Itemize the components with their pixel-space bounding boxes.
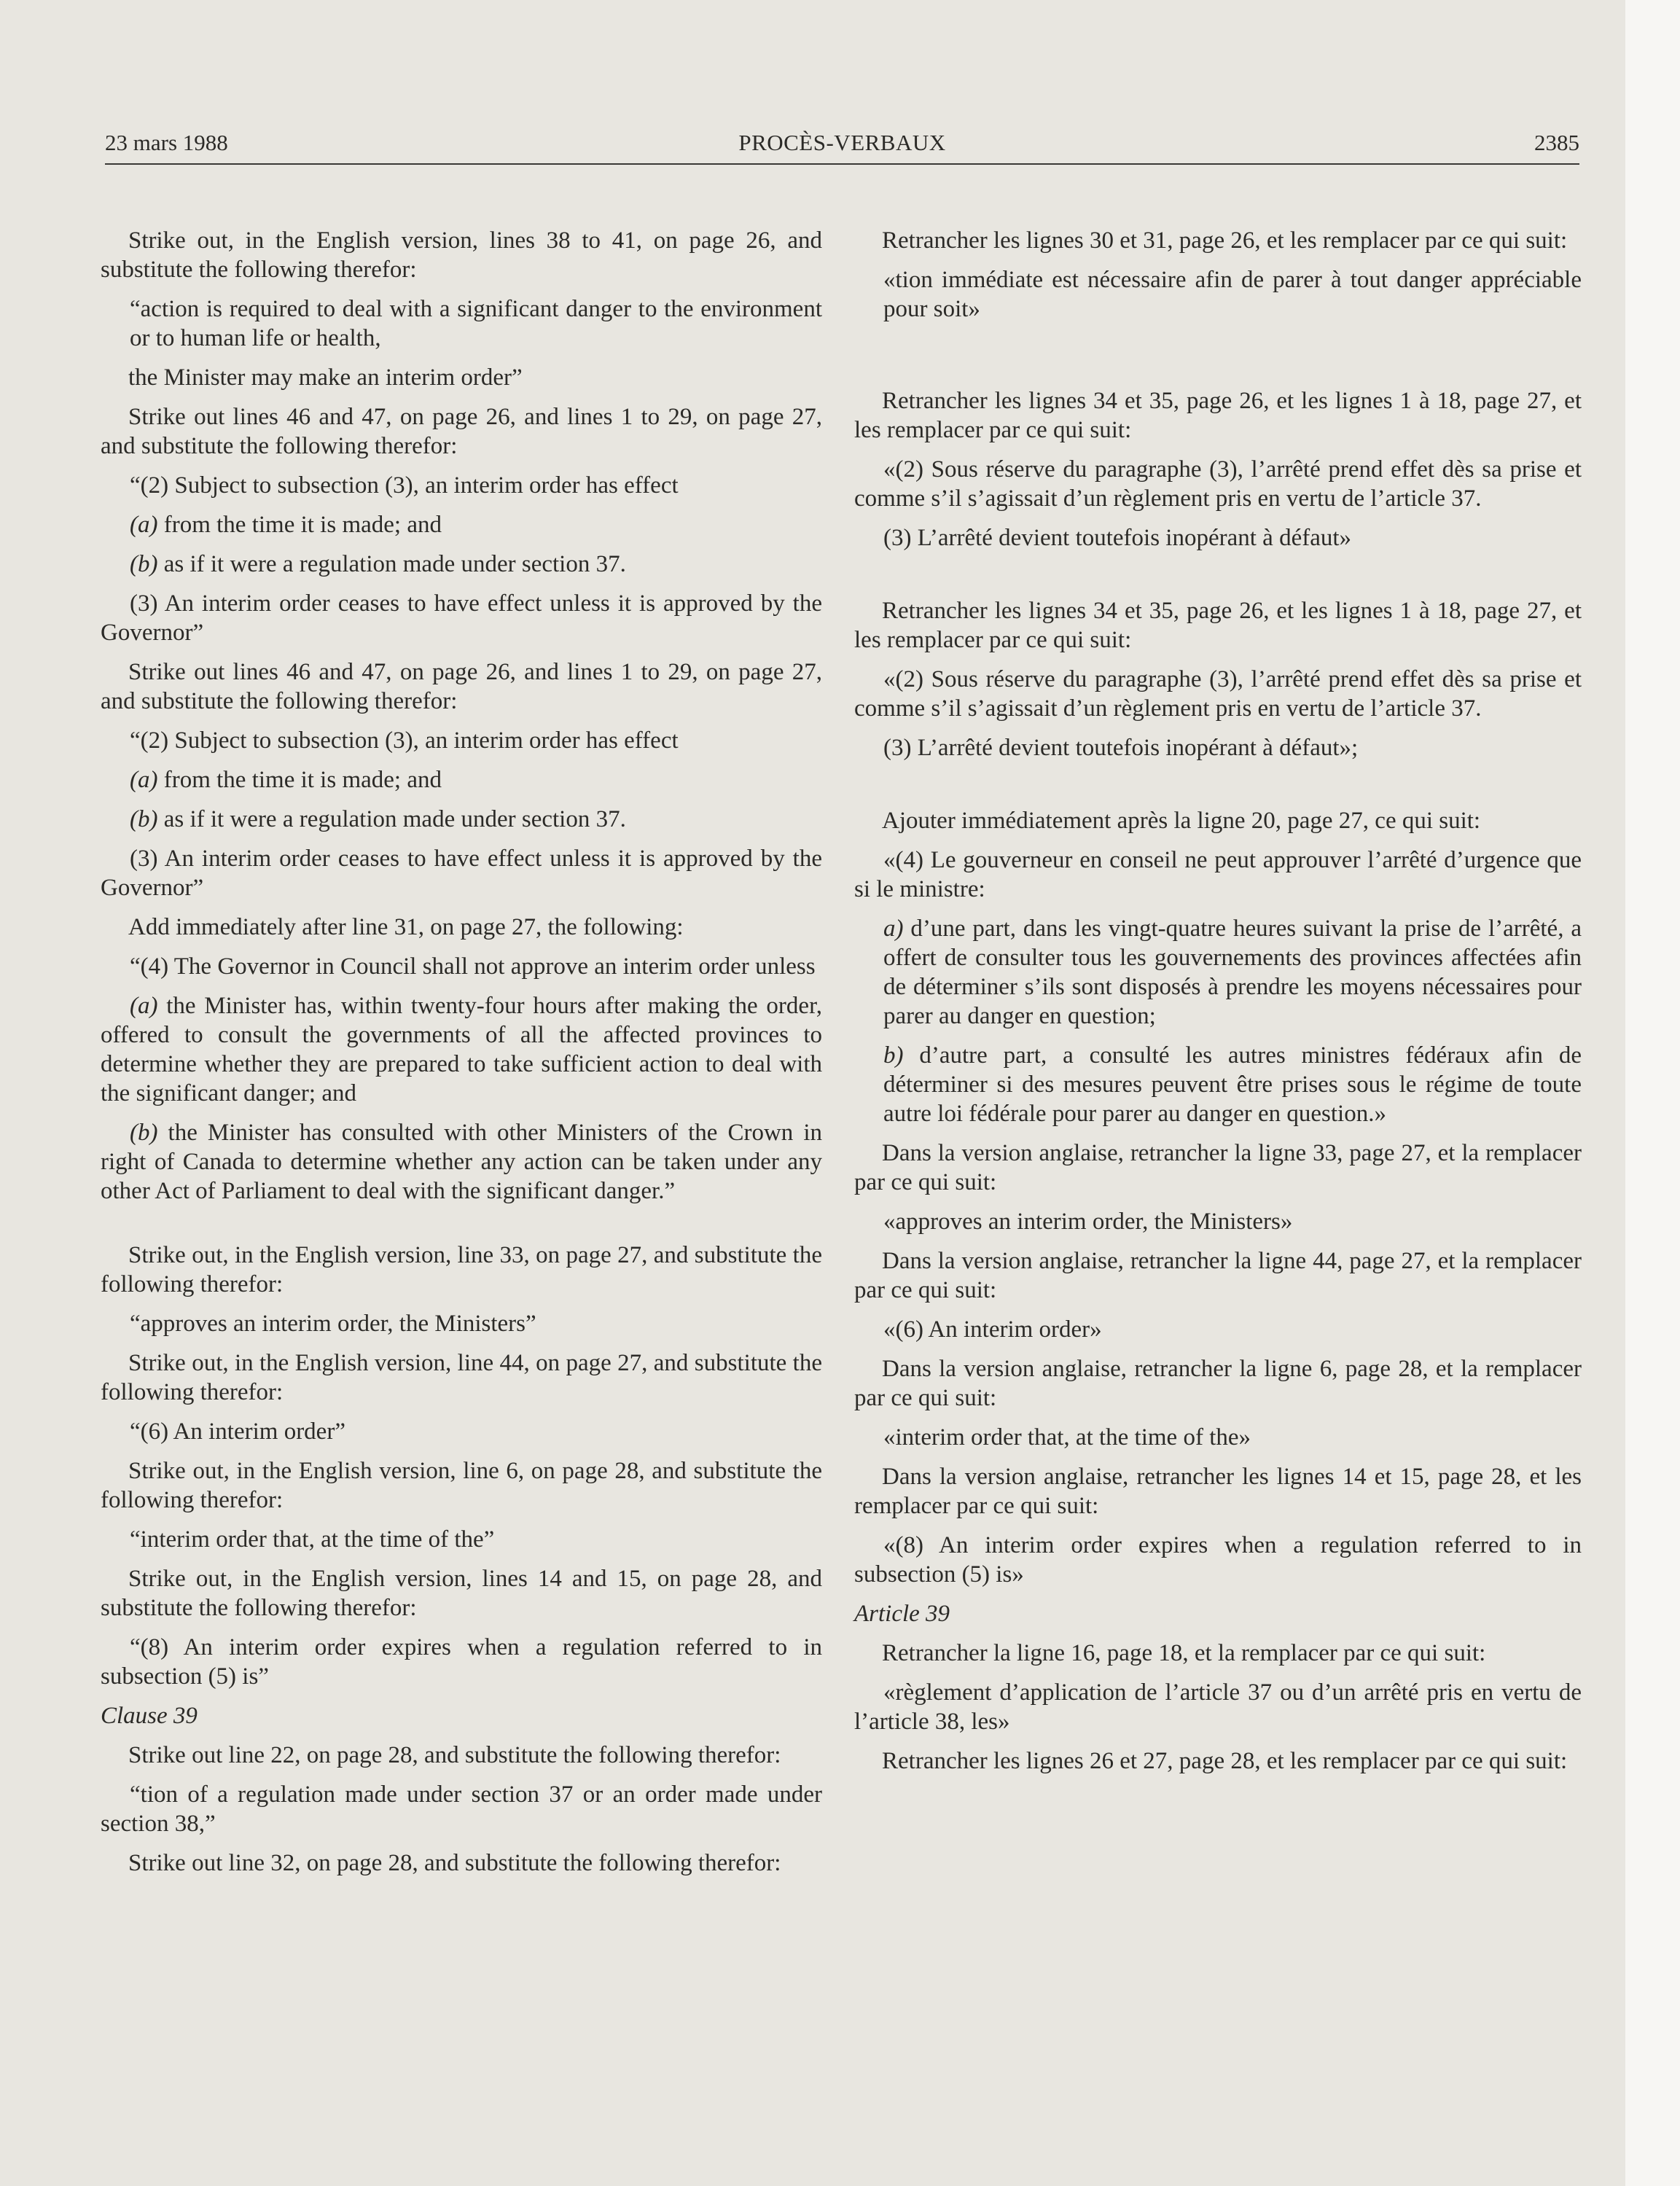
item-marker: (a) bbox=[130, 993, 158, 1019]
quoted-text: “(4) The Governor in Council shall not approve an interim order unless bbox=[130, 953, 816, 980]
quoted-text: «(2) Sous réserve du paragraphe (3), l’arrêté prend effet dès sa prise et comme s’il s’agissait d’un règlement pris en vertu de l’article 37. bbox=[854, 456, 1582, 512]
quoted-text: «tion immédiate est nécessaire afin de parer à tout danger appréciable pour soit» bbox=[883, 267, 1582, 322]
paragraph: Strike out line 32, on page 28, and substitute the following therefor: bbox=[128, 1850, 781, 1876]
list-item bbox=[101, 991, 822, 1108]
item-text: d’une part, dans les vingt-quatre heures suivant la prise de l’arrêté, a offert de consulter tous les gouvernements des provinces affectées afin de déterminer s’ils sont disposés à prendre les moyens nécessaires pour parer au danger en question; bbox=[883, 916, 1582, 1029]
paragraph: Strike out line 22, on page 28, and substitute the following therefor: bbox=[128, 1742, 781, 1768]
french-column bbox=[854, 226, 1582, 1786]
paragraph: Strike out, in the English version, lines 38 to 41, on page 26, and substitute the following therefor: bbox=[101, 227, 822, 283]
paragraph: Retrancher les lignes 34 et 35, page 26, et les lignes 1 à 18, page 27, et les remplacer par ce qui suit: bbox=[854, 388, 1582, 443]
spacer bbox=[854, 334, 1582, 386]
paragraph: Dans la version anglaise, retrancher la ligne 33, page 27, et la remplacer par ce qui suit: bbox=[854, 1140, 1582, 1195]
quoted-text: (3) An interim order ceases to have effect unless it is approved by the Governor” bbox=[101, 846, 822, 901]
item-text: d’autre part, a consulté les autres ministres fédéraux afin de déterminer si des mesures peuvent être prises sous le régime de toute autre loi fédérale pour parer au danger en question.» bbox=[883, 1042, 1582, 1127]
quoted-text: «(6) An interim order» bbox=[883, 1316, 1102, 1343]
paragraph: Dans la version anglaise, retrancher la ligne 44, page 27, et la remplacer par ce qui suit: bbox=[854, 1248, 1582, 1303]
quoted-text: «(8) An interim order expires when a regulation referred to in subsection (5) is» bbox=[854, 1532, 1582, 1588]
quoted-text: «approves an interim order, the Ministers» bbox=[883, 1209, 1293, 1235]
quoted-text: “action is required to deal with a significant danger to the environment or to human life or health, bbox=[130, 296, 822, 351]
paragraph: Strike out, in the English version, line 6, on page 28, and substitute the following therefor: bbox=[101, 1458, 822, 1513]
item-marker: b) bbox=[883, 1042, 904, 1069]
header-title: PROCÈS-VERBAUX bbox=[738, 130, 946, 155]
item-marker: (a) bbox=[130, 512, 158, 538]
list-item bbox=[101, 510, 822, 539]
page-number: 2385 bbox=[1534, 130, 1579, 155]
header-rule bbox=[105, 163, 1579, 165]
item-text: from the time it is made; and bbox=[157, 767, 442, 793]
quoted-text: “(2) Subject to subsection (3), an interim order has effect bbox=[130, 727, 679, 754]
paragraph: Strike out lines 46 and 47, on page 26, and lines 1 to 29, on page 27, and substitute the following therefor: bbox=[101, 404, 822, 459]
list-item bbox=[101, 1118, 822, 1206]
quoted-text: «(4) Le gouverneur en conseil ne peut approuver l’arrêté d’urgence que si le ministre: bbox=[854, 847, 1582, 902]
item-text: the Minister has consulted with other Ministers of the Crown in right of Canada to determine whether any action can be taken under any other Act of Parliament to deal with the significant danger.” bbox=[101, 1120, 822, 1204]
quoted-text: “(6) An interim order” bbox=[130, 1418, 345, 1445]
item-text: from the time it is made; and bbox=[157, 512, 442, 538]
list-item bbox=[101, 805, 822, 834]
paragraph: Retrancher les lignes 26 et 27, page 28, et les remplacer par ce qui suit: bbox=[882, 1748, 1568, 1774]
paragraph: Ajouter immédiatement après la ligne 20, page 27, ce qui suit: bbox=[882, 808, 1481, 834]
paragraph: Retrancher la ligne 16, page 18, et la remplacer par ce qui suit: bbox=[882, 1640, 1486, 1666]
english-column bbox=[101, 226, 822, 1888]
spacer bbox=[854, 563, 1582, 596]
quoted-text: “(8) An interim order expires when a regulation referred to in subsection (5) is” bbox=[101, 1634, 822, 1690]
item-marker: (b) bbox=[130, 806, 158, 832]
quoted-text: «interim order that, at the time of the» bbox=[883, 1424, 1251, 1451]
quoted-text: “(2) Subject to subsection (3), an interim order has effect bbox=[130, 472, 679, 499]
item-marker: (b) bbox=[130, 1120, 158, 1146]
paragraph: Strike out, in the English version, line 44, on page 27, and substitute the following therefor: bbox=[101, 1350, 822, 1405]
clause-heading: Article 39 bbox=[854, 1601, 950, 1627]
quoted-text: «(2) Sous réserve du paragraphe (3), l’arrêté prend effet dès sa prise et comme s’il s’agissait d’un règlement pris en vertu de l’article 37. bbox=[854, 666, 1582, 722]
list-item bbox=[101, 765, 822, 795]
list-item bbox=[883, 914, 1582, 1031]
spacer bbox=[101, 1216, 822, 1241]
paragraph: Add immediately after line 31, on page 27, the following: bbox=[128, 914, 684, 940]
item-text: the Minister has, within twenty-four hours after making the order, offered to consult the governments of all the affected provinces to determine whether they are prepared to take sufficient action to deal with the significant danger; and bbox=[101, 993, 822, 1106]
running-header bbox=[105, 130, 1579, 163]
list-item bbox=[883, 1041, 1582, 1128]
item-marker: (a) bbox=[130, 767, 158, 793]
item-text: as if it were a regulation made under section 37. bbox=[157, 806, 626, 832]
quoted-text: (3) L’arrêté devient toutefois inopérant à défaut» bbox=[883, 525, 1352, 551]
spacer bbox=[854, 773, 1582, 806]
paragraph: Strike out, in the English version, lines 14 and 15, on page 28, and substitute the following therefor: bbox=[101, 1566, 822, 1621]
quoted-text: «règlement d’application de l’article 37 ou d’un arrêté pris en vertu de l’article 38, les» bbox=[854, 1679, 1582, 1735]
item-marker: a) bbox=[883, 916, 904, 942]
paragraph: Dans la version anglaise, retrancher la ligne 6, page 28, et la remplacer par ce qui suit: bbox=[854, 1356, 1582, 1411]
quoted-text: the Minister may make an interim order” bbox=[128, 364, 523, 391]
quoted-text: “interim order that, at the time of the” bbox=[130, 1526, 495, 1553]
paragraph: Strike out lines 46 and 47, on page 26, and lines 1 to 29, on page 27, and substitute the following therefor: bbox=[101, 659, 822, 714]
item-marker: (b) bbox=[130, 551, 158, 577]
page-edge bbox=[1625, 0, 1680, 2186]
header-date: 23 mars 1988 bbox=[105, 130, 228, 155]
quoted-text: “tion of a regulation made under section 37 or an order made under section 38,” bbox=[101, 1781, 822, 1837]
quoted-text: “approves an interim order, the Ministers” bbox=[130, 1311, 536, 1337]
paragraph: Strike out, in the English version, line 33, on page 27, and substitute the following therefor: bbox=[101, 1242, 822, 1297]
paragraph: Dans la version anglaise, retrancher les lignes 14 et 15, page 28, et les remplacer par ce qui suit: bbox=[854, 1464, 1582, 1519]
paragraph: Retrancher les lignes 30 et 31, page 26, et les remplacer par ce qui suit: bbox=[882, 227, 1568, 254]
quoted-text: (3) An interim order ceases to have effect unless it is approved by the Governor” bbox=[101, 590, 822, 646]
item-text: as if it were a regulation made under section 37. bbox=[157, 551, 626, 577]
clause-heading: Clause 39 bbox=[101, 1703, 198, 1729]
paragraph: Retrancher les lignes 34 et 35, page 26, et les lignes 1 à 18, page 27, et les remplacer par ce qui suit: bbox=[854, 598, 1582, 653]
quoted-text: (3) L’arrêté devient toutefois inopérant à défaut»; bbox=[883, 735, 1359, 761]
list-item bbox=[101, 550, 822, 579]
